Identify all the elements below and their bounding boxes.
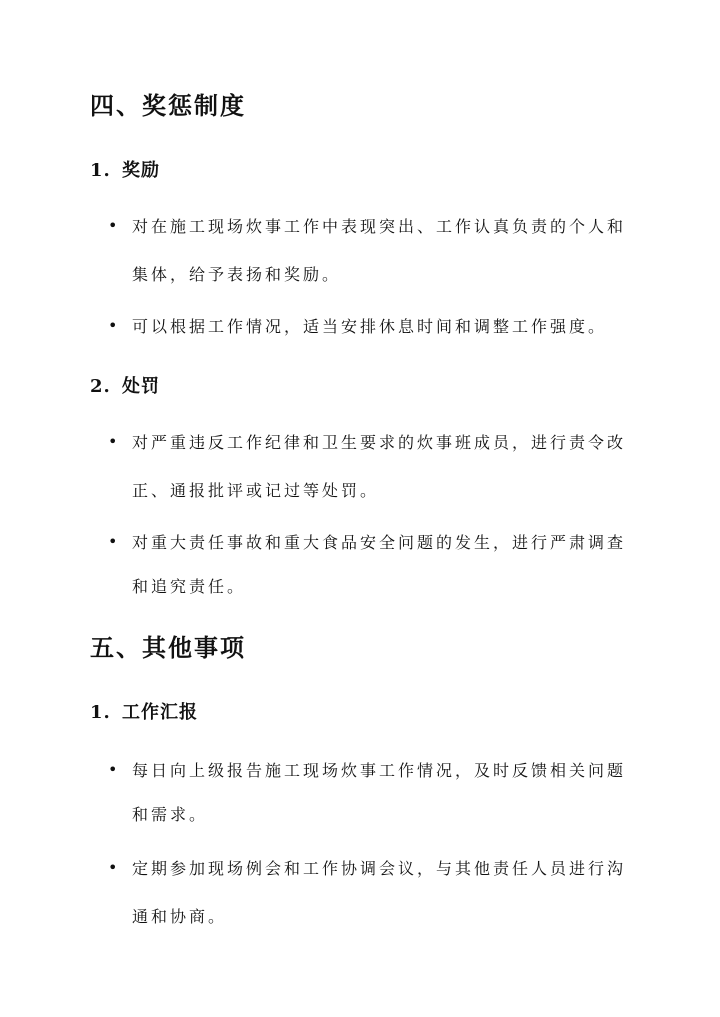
list-item-line: 集体，给予表扬和奖励。	[132, 265, 342, 284]
list-item-line: 通和协商。	[132, 907, 228, 926]
section-title: 五、其他事项	[90, 633, 246, 662]
subsection-heading	[90, 698, 198, 724]
bullet-icon: •	[108, 858, 118, 877]
section-title: 四、奖惩制度	[90, 91, 246, 120]
subsection-title: 奖励	[122, 160, 160, 181]
subsection-heading	[90, 156, 160, 182]
bullet-icon: •	[108, 216, 118, 235]
list-item-line: 正、通报批评或记过等处罚。	[132, 481, 380, 500]
subsection-title: 工作汇报	[122, 702, 198, 723]
list-item-line: 可以根据工作情况，适当安排休息时间和调整工作强度。	[132, 317, 608, 336]
list-item-line: 和追究责任。	[132, 577, 247, 596]
subsection-number: 1.	[90, 702, 111, 723]
list-item-line: 对在施工现场炊事工作中表现突出、工作认真负责的个人和	[132, 217, 627, 236]
list-item-line: 定期参加现场例会和工作协调会议，与其他责任人员进行沟	[132, 859, 627, 878]
list-item-line: 每日向上级报告施工现场炊事工作情况，及时反馈相关问题	[132, 761, 627, 780]
bullet-icon: •	[108, 532, 118, 551]
subsection-number: 2.	[90, 376, 111, 397]
bullet-icon: •	[108, 432, 118, 451]
subsection-heading	[90, 372, 160, 398]
bullet-icon: •	[108, 316, 118, 335]
list-item-line: 和需求。	[132, 805, 209, 824]
list-item-line: 对严重违反工作纪律和卫生要求的炊事班成员，进行责令改	[132, 433, 627, 452]
subsection-number: 1.	[90, 160, 111, 181]
list-item-line: 对重大责任事故和重大食品安全问题的发生，进行严肃调查	[132, 533, 627, 552]
subsection-title: 处罚	[122, 376, 160, 397]
bullet-icon: •	[108, 760, 118, 779]
